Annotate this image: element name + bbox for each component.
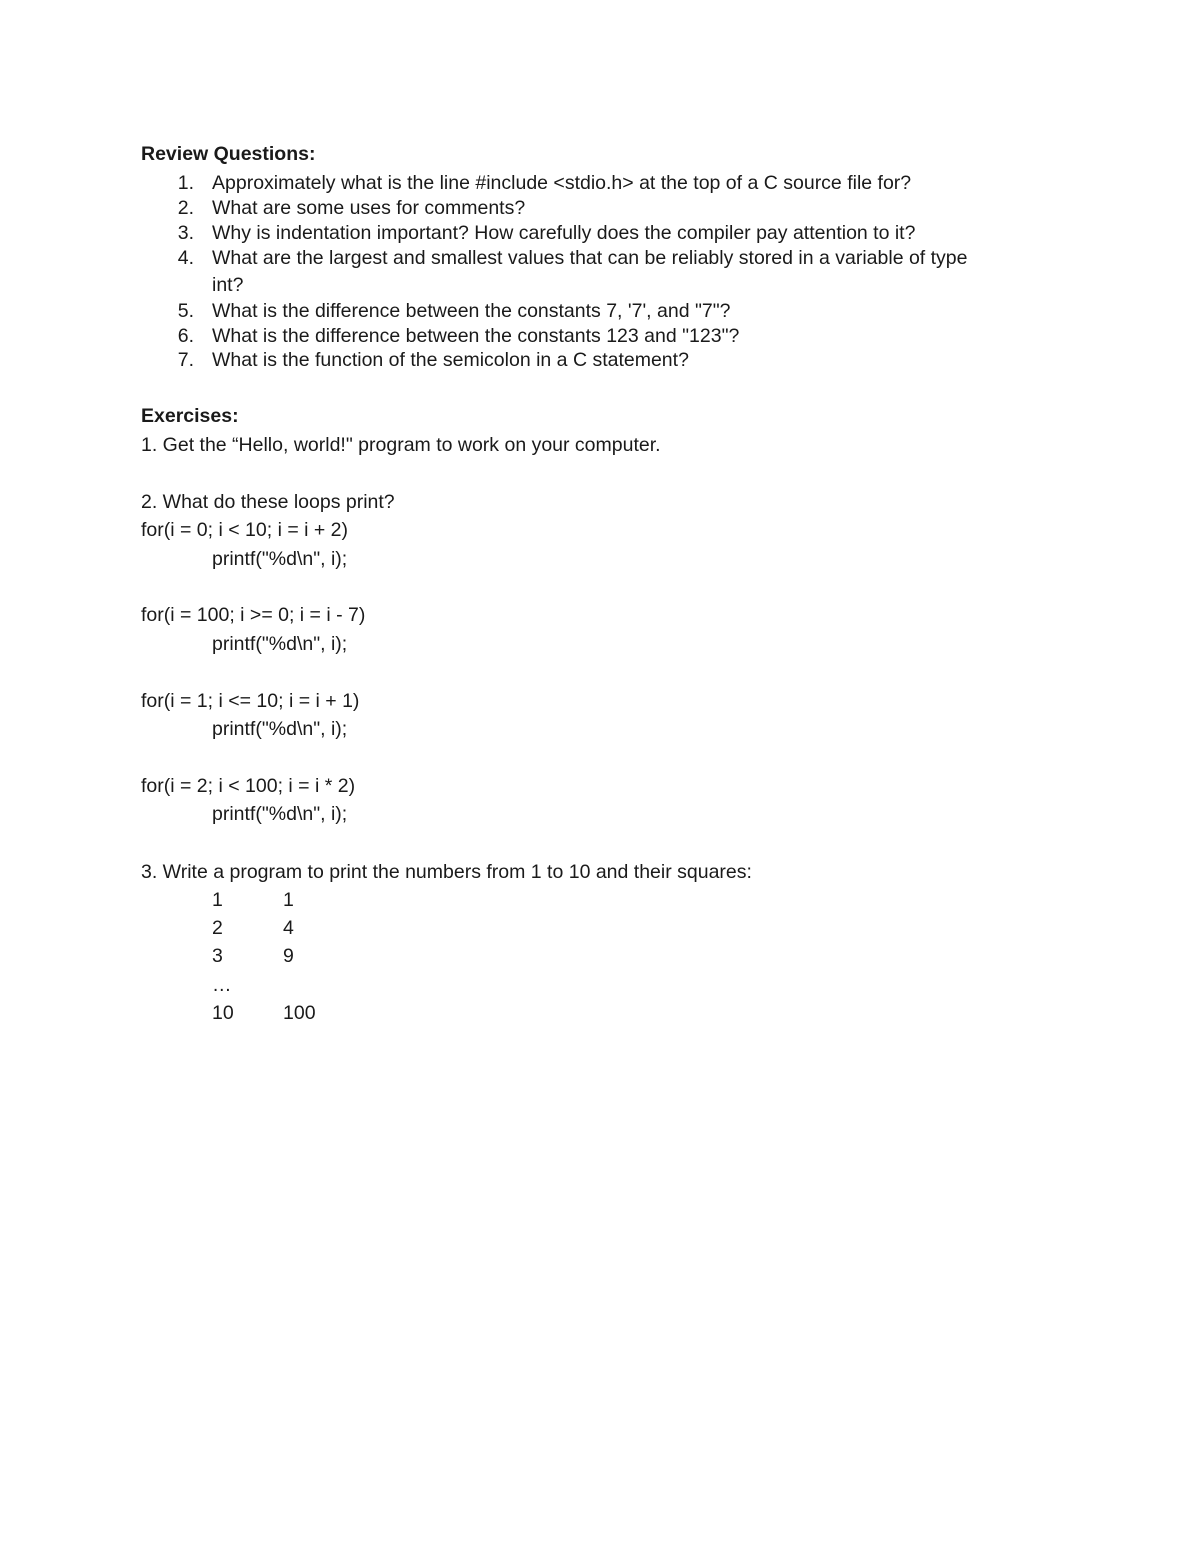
square-row-2-number: 2 (212, 917, 223, 939)
square-row-3-square: 9 (283, 945, 294, 967)
question-7-text: What is the function of the semicolon in a C statement? (212, 349, 689, 371)
review-questions-heading: Review Questions: (141, 143, 316, 165)
question-3-text: Why is indentation important? How carefully does the compiler pay attention to it? (212, 222, 916, 244)
square-row-ellipsis: … (212, 974, 232, 996)
question-6-number: 6. (177, 325, 194, 347)
question-4-text-line-1: What are the largest and smallest values that can be reliably stored in a variable of type (212, 247, 968, 269)
loop-2-body: printf("%d\n", i); (212, 633, 348, 655)
square-row-1-number: 1 (212, 889, 223, 911)
question-3-number: 3. (177, 222, 194, 244)
square-row-2-square: 4 (283, 917, 294, 939)
loop-2-for: for(i = 100; i >= 0; i = i - 7) (141, 604, 366, 626)
question-2-number: 2. (177, 197, 194, 219)
loop-4-for: for(i = 2; i < 100; i = i * 2) (141, 775, 356, 797)
square-row-1-square: 1 (283, 889, 294, 911)
question-4-number: 4. (177, 247, 194, 269)
exercise-2-prompt: 2. What do these loops print? (141, 491, 395, 513)
question-2-text: What are some uses for comments? (212, 197, 526, 219)
question-7-number: 7. (177, 349, 194, 371)
question-5-text: What is the difference between the constants 7, '7', and "7"? (212, 300, 731, 322)
square-row-3-number: 3 (212, 945, 223, 967)
exercises-heading: Exercises: (141, 405, 239, 427)
loop-1-for: for(i = 0; i < 10; i = i + 2) (141, 519, 349, 541)
question-4-text-line-2: int? (212, 274, 244, 296)
loop-1-body: printf("%d\n", i); (212, 548, 348, 570)
loop-3-for: for(i = 1; i <= 10; i = i + 1) (141, 690, 360, 712)
question-5-number: 5. (177, 300, 194, 322)
square-row-10-square: 100 (283, 1002, 316, 1024)
exercise-1-text: 1. Get the “Hello, world!" program to work on your computer. (141, 434, 661, 456)
square-row-10-number: 10 (212, 1002, 234, 1024)
question-1-number: 1. (177, 172, 194, 194)
question-1-text: Approximately what is the line #include <stdio.h> at the top of a C source file for? (212, 172, 912, 194)
exercise-3-prompt: 3. Write a program to print the numbers from 1 to 10 and their squares: (141, 861, 752, 883)
question-6-text: What is the difference between the constants 123 and "123"? (212, 325, 740, 347)
loop-4-body: printf("%d\n", i); (212, 803, 348, 825)
loop-3-body: printf("%d\n", i); (212, 718, 348, 740)
